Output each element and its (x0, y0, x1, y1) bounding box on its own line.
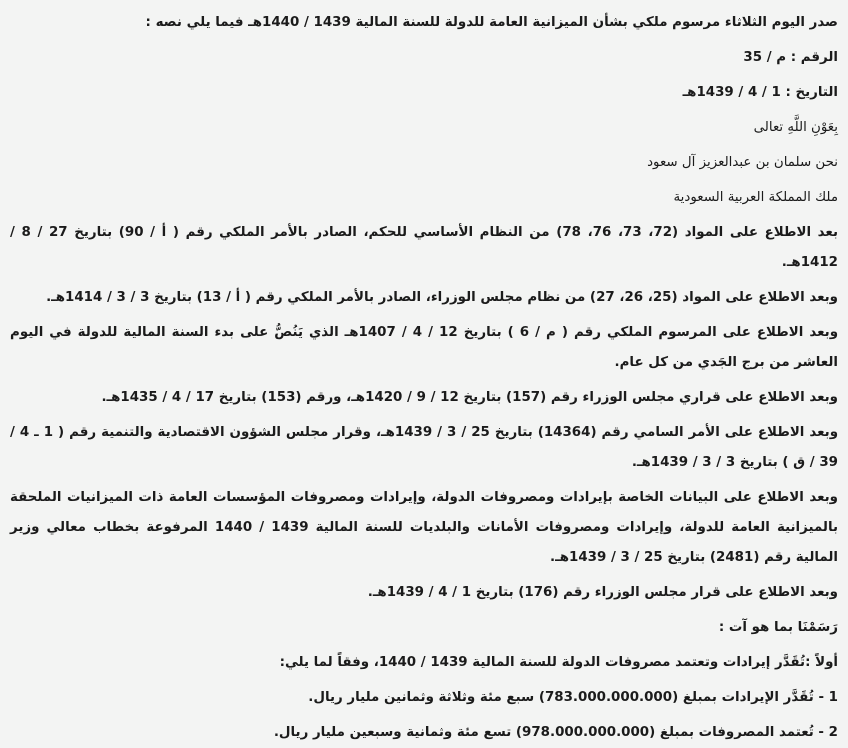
recital-6: وبعد الاطلاع على البيانات الخاصة بإيرادات ومصروفات الدولة، وإيرادات ومصروفات المؤسسات العامة ذات الميزانيات الملحقة بالميزانية العامة للدولة، وإيرادات ومصروفات الأمانات والبلديات للسنة المالية 1439 / 1440 المرفوعة بخطاب معالي وزير المالية رقم (2481) بتاريخ 25 / 3 / 1439هـ. (10, 490, 839, 565)
article-1-item-1: 1 - تُقَدَّر الإيرادات بمبلغ (783.000.000.000) سبع مئة وثلاثة وثمانين مليار ريال. (308, 690, 838, 705)
recital-4: وبعد الاطلاع على قراري مجلس الوزراء رقم (157) بتاريخ 12 / 9 / 1420هـ، ورقم (153) بتاريخ 17 / 4 / 1435هـ. (101, 390, 838, 405)
decree-date: التاريخ : 1 / 4 / 1439هـ (682, 85, 838, 100)
decree-document (10, 8, 838, 748)
article-1-item-2: 2 - تُعتمد المصروفات بمبلغ (978.000.000.000) تسع مئة وثمانية وسبعين مليار ريال. (273, 725, 838, 740)
decree-number: الرقم : م / 35 (743, 50, 838, 65)
issuer-title: ملك المملكة العربية السعودية (673, 190, 838, 205)
article-1: أولاً :تُقَدَّر إيرادات وتعتمد مصروفات الدولة للسنة المالية 1439 / 1440، وفقاً لما يلي: (279, 655, 838, 670)
recital-7: وبعد الاطلاع على قرار مجلس الوزراء رقم (176) بتاريخ 1 / 4 / 1439هـ. (367, 585, 838, 600)
recital-5: وبعد الاطلاع على الأمر السامي رقم (14364) بتاريخ 25 / 3 / 1439هـ، وقرار مجلس الشؤون الاقتصادية والتنمية رقم ( 1 ـ 4 / 39 / ق ) بتاريخ 3 / 3 / 1439هـ. (10, 425, 839, 470)
issuer-name: نحن سلمان بن عبدالعزيز آل سعود (647, 155, 838, 170)
invocation: بِعَوْنِ اللَّهِ تعالى (753, 120, 838, 135)
recital-3: وبعد الاطلاع على المرسوم الملكي رقم ( م / 6 ) بتاريخ 12 / 4 / 1407هـ الذي يَنُصُّ على بدء السنة المالية للدولة في اليوم العاشر من برج الجَدي من كل عام. (10, 325, 839, 370)
recital-2: وبعد الاطلاع على المواد (25، 26، 27) من نظام مجلس الوزراء، الصادر بالأمر الملكي رقم ( أ / 13) بتاريخ 3 / 3 / 1414هـ. (46, 290, 838, 305)
recital-1: بعد الاطلاع على المواد (72، 73، 76، 78) من النظام الأساسي للحكم، الصادر بالأمر الملكي رقم ( أ / 90) بتاريخ 27 / 8 / 1412هـ. (10, 225, 839, 270)
intro-paragraph: صدر اليوم الثلاثاء مرسوم ملكي بشأن الميزانية العامة للدولة للسنة المالية 1439 / 1440هـ فيما يلي نصه : (145, 15, 838, 30)
decree-heading: رَسَمْنَا بما هو آت : (718, 620, 838, 635)
